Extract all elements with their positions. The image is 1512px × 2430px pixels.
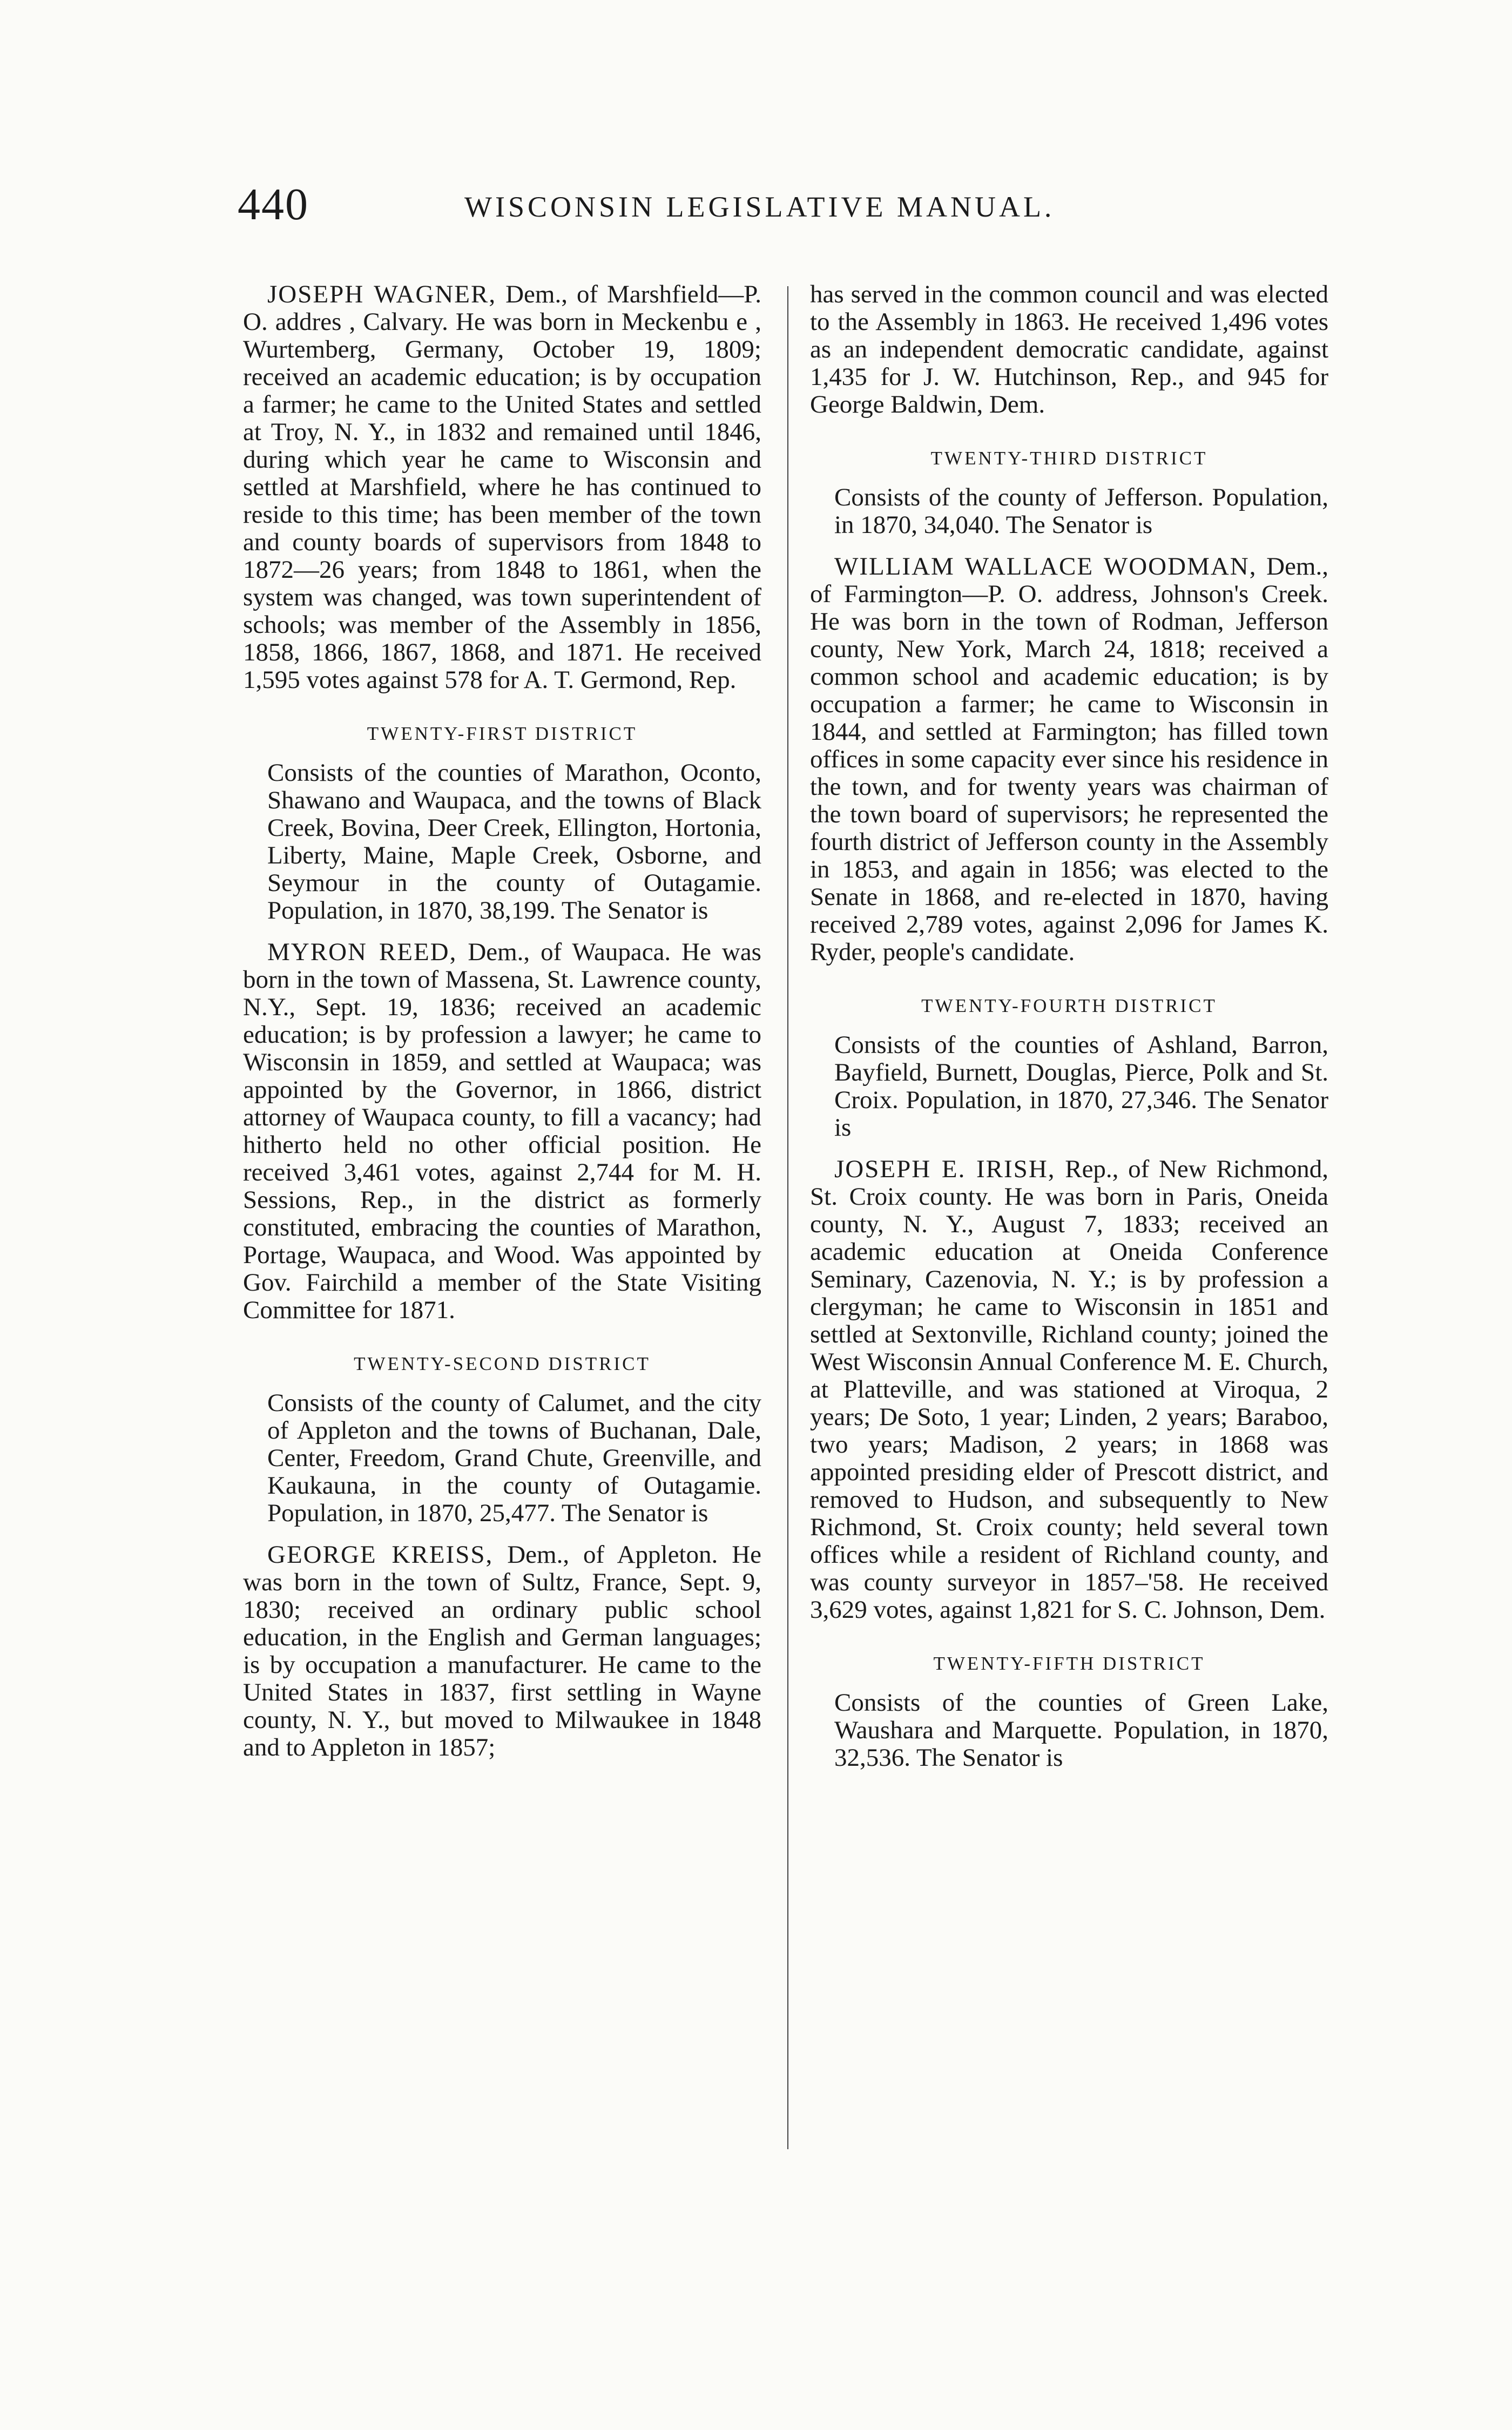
senator-name: GEORGE KREISS, (267, 1541, 494, 1569)
biography-text: Rep., of New Richmond, St. Croix county. He was born in Paris, Oneida county, N. Y., August 7, 1833; received an academic education at Oneida Conference Seminary, Cazenovia, N. Y.; is by profession a clergyman; he came to Wisconsin in 1851 and settled at Sextonville, Richland county; joined the West Wisconsin Annual Conference M. E. Church, at Platteville, and was stationed at Viroqua, 2 years; De Soto, 1 year; Linden, 2 years; Baraboo, two years; Madison, 2 years; in 1868 was appointed presiding elder of Prescott district, and removed to Hudson, and subsequently to New Richmond, St. Croix county; held several town offices while a resident of Richland county, and was county surveyor in 1857–'58. He received 3,629 votes, against 1,821 for S. C. Johnson, Dem. (810, 1155, 1328, 1624)
page-number: 440 (238, 179, 309, 230)
biography-text: Dem., of Farmington—P. O. address, Johnson's Creek. He was born in the town of Rodman, Jefferson county, New York, March 24, 1818; received a common school and academic education; is by occupation a farmer; he came to Wisconsin in 1844, and settled at Farmington; has filled town offices in some capacity ever since his residence in the town, and for twenty years was chairman of the town board of supervisors; he represented the fourth district of Jefferson county in the Assembly in 1853, and again in 1856; was elected to the Senate in 1868, and re-elected in 1870, having received 2,789 votes, against 2,096 for James K. Ryder, people's candidate. (810, 552, 1328, 966)
biography-george-kreiss (243, 1541, 761, 1761)
senator-name: MYRON REED, (267, 938, 457, 966)
district-description-25: Consists of the counties of Green Lake, Waushara and Marquette. Population, in 1870, 32,536. The Senator is (834, 1689, 1328, 1772)
district-description-23: Consists of the county of Jefferson. Population, in 1870, 34,040. The Senator is (834, 483, 1328, 539)
district-description-22: Consists of the county of Calumet, and the city of Appleton and the towns of Buchanan, Dale, Center, Freedom, Grand Chute, Greenville, and Kaukauna, in the county of Outagamie. Population, in 1870, 25,477. The Senator is (267, 1389, 761, 1527)
district-heading-25: TWENTY-FIFTH DISTRICT (933, 1653, 1205, 1674)
district-heading-22: TWENTY-SECOND DISTRICT (354, 1353, 651, 1374)
biography-text: Dem., of Appleton. He was born in the town of Sultz, France, Sept. 9, 1830; received an ordinary public school education, in the English and German languages; is by occupation a manufacturer. He came to the United States in 1837, first settling in Wayne county, N. Y., but moved to Milwaukee in 1848 and to Appleton in 1857; (243, 1541, 762, 1761)
district-description-21: Consists of the counties of Marathon, Oconto, Shawano and Waupaca, and the towns of Black Creek, Bovina, Deer Creek, Ellington, Hortonia, Liberty, Maine, Maple Creek, Osborne, and Seymour in the county of Outagamie. Population, in 1870, 38,199. The Senator is (267, 759, 761, 924)
left-column (243, 281, 761, 1761)
right-column (810, 281, 1328, 1772)
district-heading-24: TWENTY-FOURTH DISTRICT (921, 995, 1217, 1016)
biography-joseph-wagner (243, 281, 761, 694)
biography-text: Dem., of Waupaca. He was born in the town of Massena, St. Lawrence county, N.Y., Sept. 19, 1836; received an academic education; is by profession a lawyer; he came to Wisconsin in 1859, and settled at Waupaca; was appointed by the Governor, in 1866, district attorney of Waupaca county, to fill a vacancy; had hitherto held no other official position. He received 3,461 votes, against 2,744 for M. H. Sessions, Rep., in the district as formerly constituted, embracing the counties of Marathon, Portage, Waupaca, and Wood. Was appointed by Gov. Fairchild a member of the State Visiting Committee for 1871. (243, 938, 761, 1324)
column-divider (787, 286, 788, 2149)
page-header (238, 178, 1166, 243)
biography-continuation-kreiss: has served in the common council and was elected to the Assembly in 1863. He received 1,496 votes as an independent democratic candidate, against 1,435 for J. W. Hutchinson, Rep., and 945 for George Baldwin, Dem. (810, 280, 1328, 418)
biography-joseph-e-irish (810, 1156, 1328, 1624)
senator-name: JOSEPH E. IRISH, (834, 1155, 1056, 1183)
district-description-24: Consists of the counties of Ashland, Barron, Bayfield, Burnett, Douglas, Pierce, Polk and St. Croix. Population, in 1870, 27,346. The Senator is (834, 1031, 1328, 1142)
biography-text: Dem., of Marshfield—P. O. addres , Calvary. He was born in Meckenbu e , Wurtemberg, Germany, October 19, 1809; received an academic education; is by occupation a farmer; he came to the United States and settled at Troy, N. Y., in 1832 and remained until 1846, during which year he came to Wisconsin and settled at Marshfield, where he has continued to reside to this time; has been member of the town and county boards of supervisors from 1848 to 1872—26 years; from 1848 to 1861, when the system was changed, was town superintendent of schools; was member of the Assembly in 1856, 1858, 1866, 1867, 1868, and 1871. He received 1,595 votes against 578 for A. T. Germond, Rep. (243, 280, 761, 694)
biography-myron-reed (243, 939, 761, 1324)
running-title: WISCONSIN LEGISLATIVE MANUAL. (464, 191, 1055, 223)
district-heading-23: TWENTY-THIRD DISTRICT (930, 448, 1208, 469)
biography-william-wallace-woodman (810, 553, 1328, 966)
senator-name: WILLIAM WALLACE WOODMAN, (834, 552, 1257, 580)
district-heading-21: TWENTY-FIRST DISTRICT (367, 723, 638, 744)
senator-name: JOSEPH WAGNER, (267, 280, 497, 308)
